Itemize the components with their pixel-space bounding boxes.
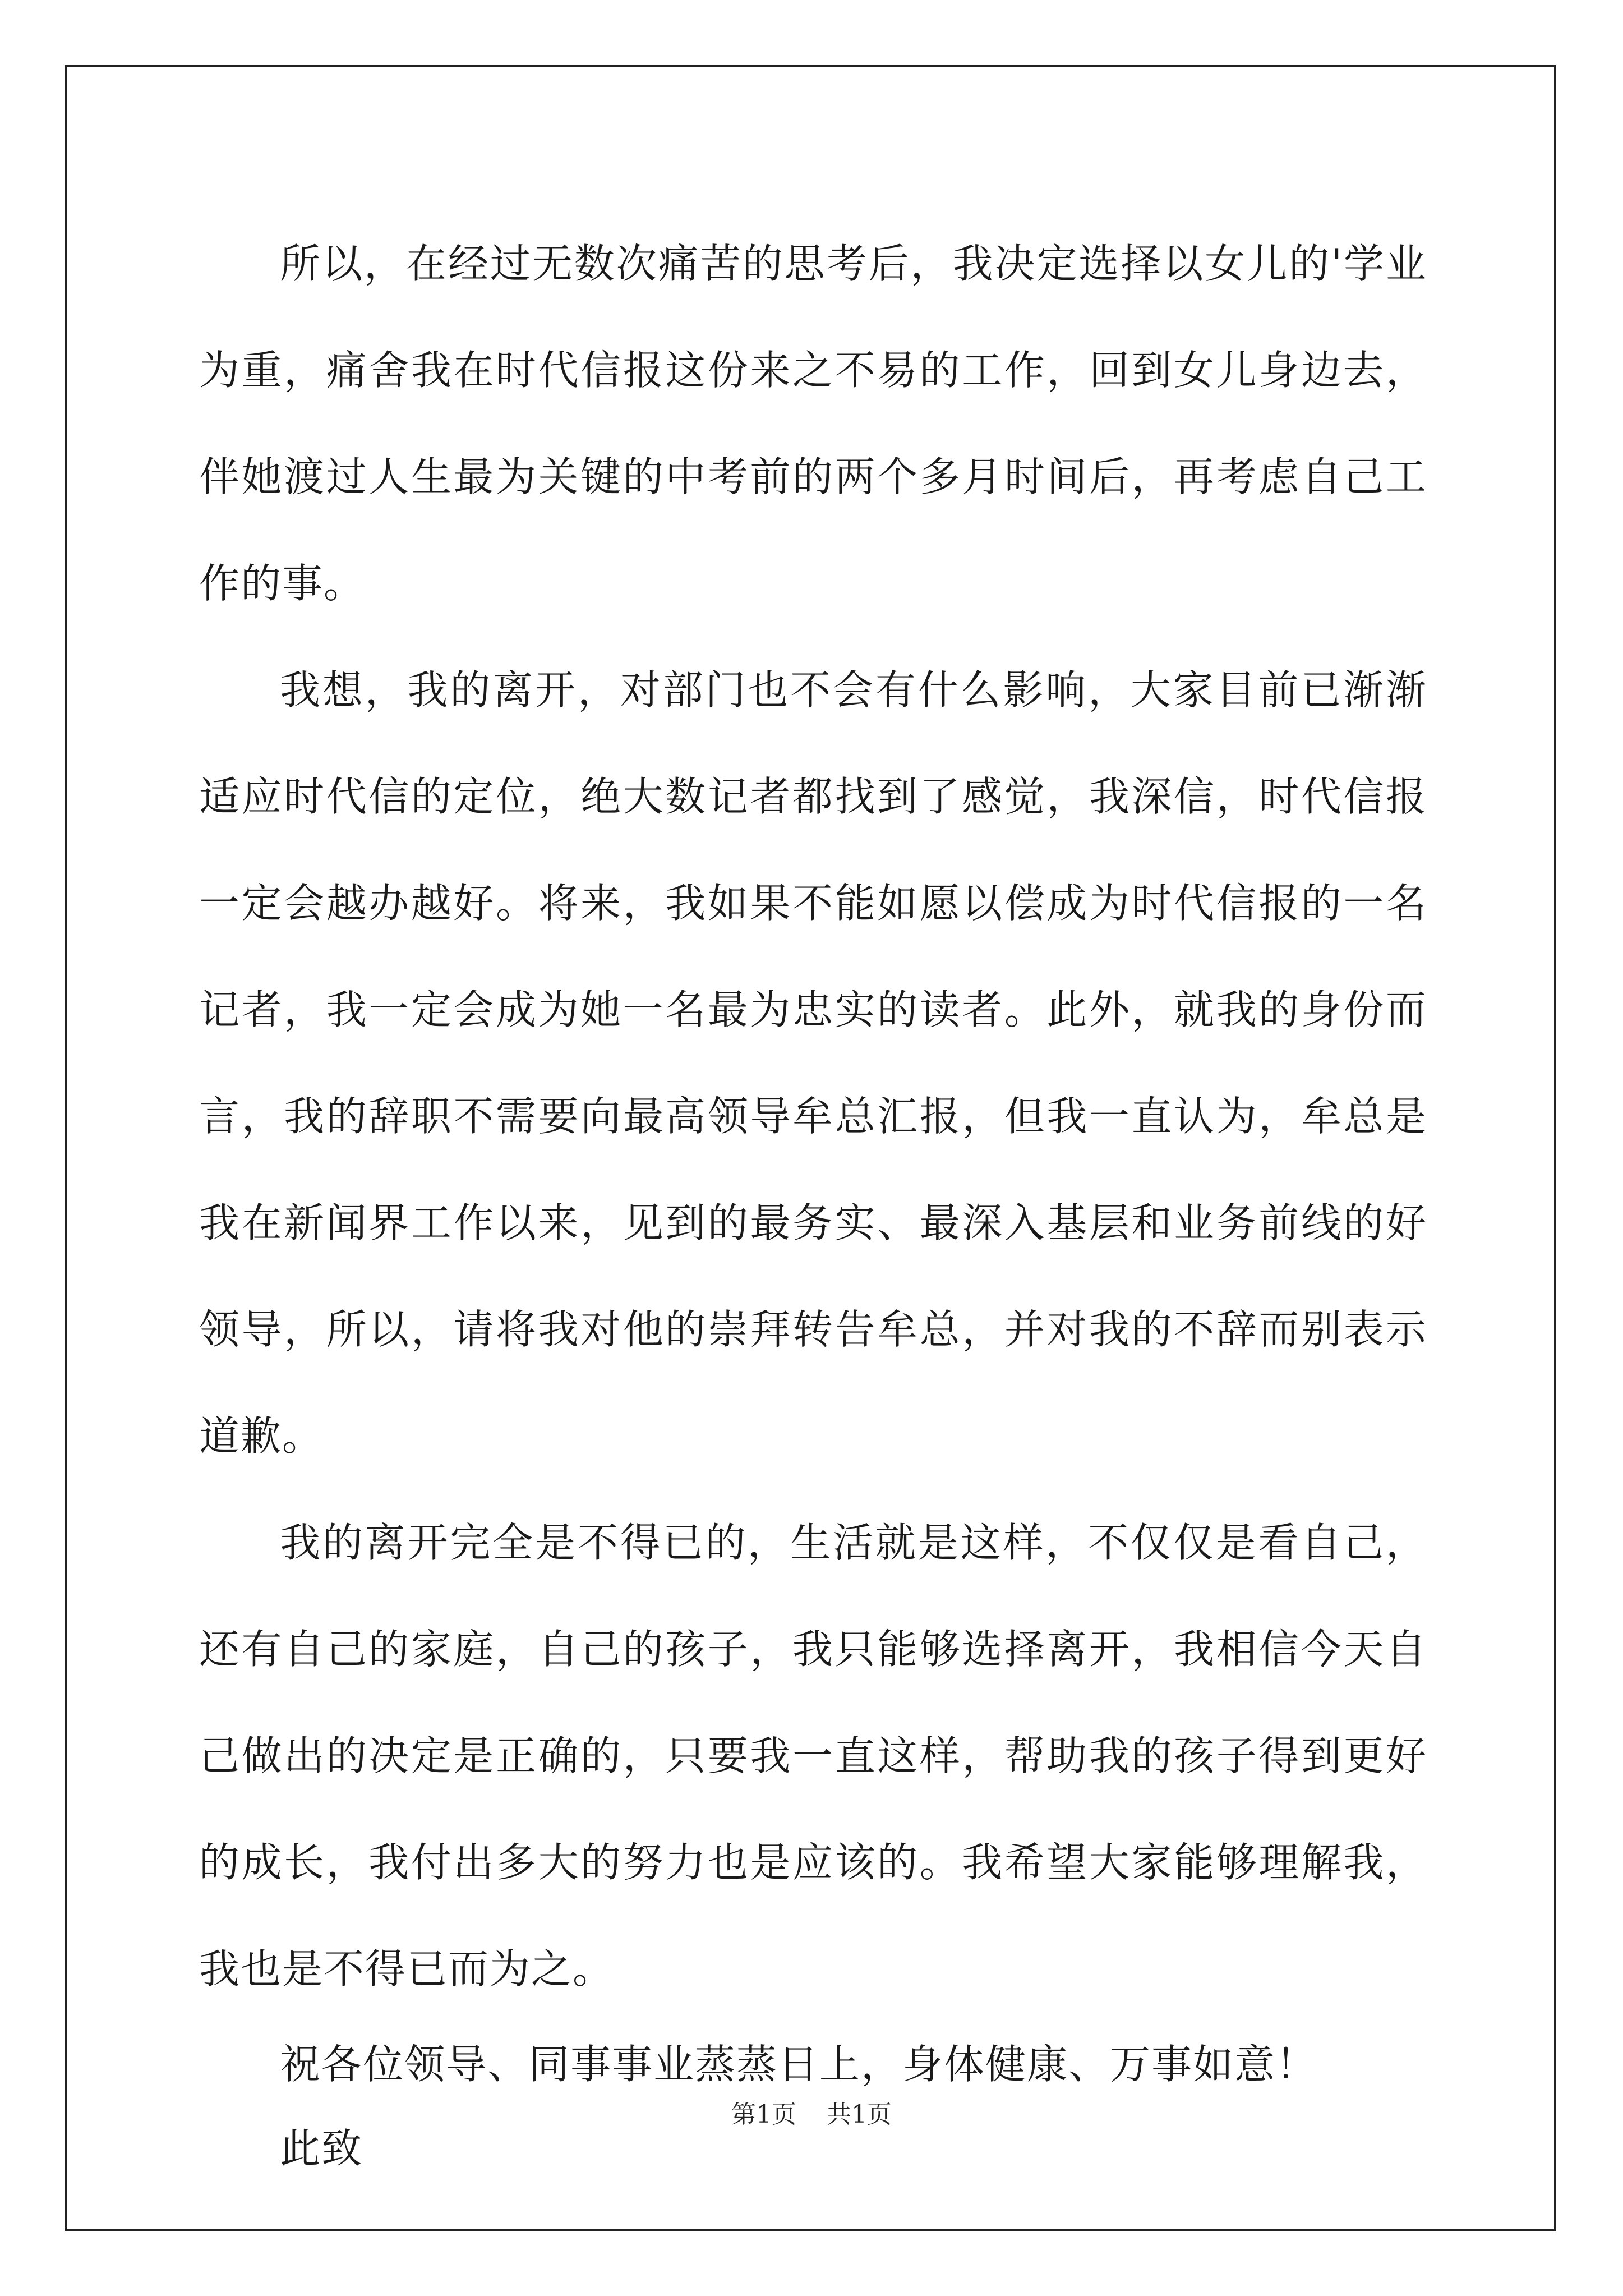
- closing-salutation: 此致: [280, 2125, 363, 2172]
- paragraph-1: 所以，在经过无数次痛苦的思考后，我决定选择以女儿的'学业为重，痛舍我在时代信报这份来之不易的工作，回到女儿身边去，伴她渡过人生最为关键的中考前的两个多月时间后，再考虑自己工作的事。: [199, 240, 1427, 607]
- page-total: 共1页: [827, 2100, 892, 2129]
- paragraph-3: 我的离开完全是不得已的，生活就是这样，不仅仅是看自己，还有自己的家庭，自己的孩子，我只能够选择离开，我相信今天自己做出的决定是正确的，只要我一直这样，帮助我的孩子得到更好的成长，我付出多大的努力也是应该的。我希望大家能够理解我，我也是不得已而为之。: [199, 1519, 1427, 1993]
- page-number: 第1页: [731, 2100, 796, 2129]
- paragraph-2: 我想，我的离开，对部门也不会有什么影响，大家目前已渐渐适应时代信的定位，绝大数记者都找到了感觉，我深信，时代信报一定会越办越好。将来，我如果不能如愿以偿成为时代信报的一名记者，我一定会成为她一名最为忠实的读者。此外，就我的身份而言，我的辞职不需要向最高领导牟总汇报，但我一直认为，牟总是我在新闻界工作以来，见到的最务实、最深入基层和业务前线的好领导，所以，请将我对他的崇拜转告牟总，并对我的不辞而别表示道歉。: [199, 666, 1427, 1460]
- closing-wish: 祝各位领导、同事事业蒸蒸日上，身体健康、万事如意！: [280, 2041, 1318, 2088]
- letter-body: [199, 210, 1427, 2191]
- page-footer: [0, 2094, 1623, 2130]
